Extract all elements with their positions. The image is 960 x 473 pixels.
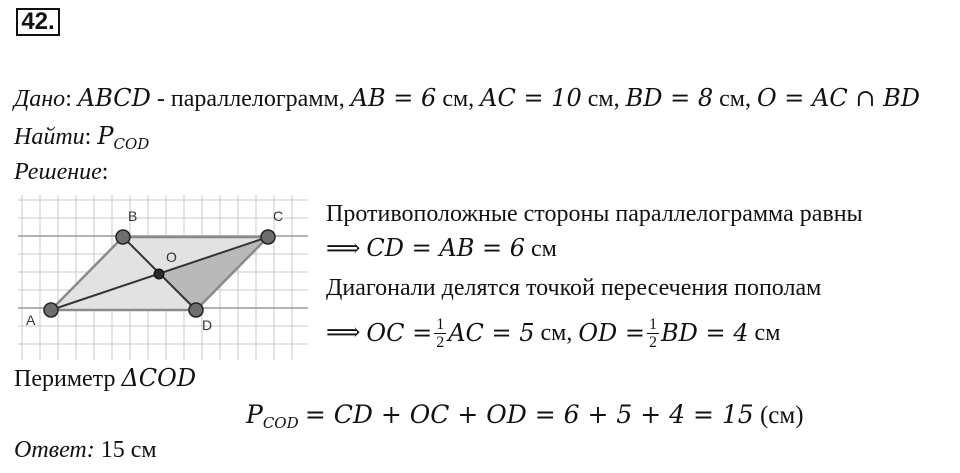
label-a: A (26, 312, 36, 328)
perimeter-word: Периметр (14, 366, 116, 392)
frac-den: 2 (649, 333, 658, 351)
formula-sub: COD (262, 414, 299, 432)
od-left: OD = (578, 319, 646, 347)
label-o: O (166, 249, 177, 265)
given-dash: - (150, 86, 171, 112)
reasoning-line-4: ⟹ OC = $\frac{1}{2}$ AC = 5 см , OD = $\frac{1}{2}$ BD = 4 см (326, 315, 781, 351)
answer-label: Ответ: (14, 437, 95, 463)
given-bd: BD = 8 (625, 84, 714, 112)
vertex-b (116, 230, 130, 244)
formula-p: P (246, 400, 263, 429)
perimeter-label (14, 364, 196, 393)
given-type: параллелограмм (170, 86, 339, 112)
given-line: Дано: ABCD - параллелограмм, AB = 6 см, AC = 10 см, BD = 8 см, O = AC ∩ BD (14, 84, 920, 112)
implies-arrow-1: ⟹ (326, 236, 361, 262)
formula-expr: = CD + OC + OD = 6 + 5 + 4 = 15 (304, 400, 754, 429)
reasoning-line-2 (326, 234, 557, 263)
given-label: Дано (14, 86, 66, 112)
find-line (14, 122, 149, 151)
given-ac-unit: см (587, 86, 614, 112)
fraction-half-oc (434, 316, 446, 351)
oc-left: OC = (366, 319, 433, 347)
od-right: BD = 4 (661, 319, 749, 347)
given-bd-unit: см (719, 86, 745, 112)
parallelogram-figure (18, 195, 308, 360)
vertex-d (189, 303, 203, 317)
solution-line (14, 158, 108, 186)
vertex-c (261, 230, 275, 244)
reasoning-line-1: Противоположные стороны параллелограмма равны (326, 201, 863, 227)
frac-num: 1 (436, 315, 445, 333)
perimeter-formula (246, 400, 804, 431)
find-label: Найти (14, 124, 85, 150)
reasoning-line-3: Диагонали делятся точкой пересечения пополам (326, 275, 822, 301)
frac-num: 1 (649, 315, 658, 333)
answer-value: 15 см (100, 437, 157, 463)
perimeter-triangle: ΔCOD (121, 364, 197, 392)
given-figure: ABCD (77, 84, 151, 112)
oc-unit: см (540, 320, 567, 346)
given-o: O = AC ∩ BD (756, 84, 920, 112)
find-p: P (97, 122, 114, 150)
point-o (154, 269, 164, 279)
problem-number: 42. (16, 8, 60, 36)
given-ac: AC = 10 (480, 84, 582, 112)
find-colon: : (84, 124, 92, 150)
vertex-a (44, 303, 58, 317)
label-d: D (202, 317, 213, 333)
fraction-half-od (647, 316, 659, 351)
implies-arrow-2: ⟹ (326, 320, 361, 346)
answer-line (14, 436, 157, 464)
cd-equals-ab: CD = AB = 6 (366, 234, 525, 262)
od-unit: см (754, 320, 781, 346)
oc-right: AC = 5 (448, 319, 535, 347)
label-c: C (273, 208, 284, 224)
given-ab-unit: см (442, 86, 469, 112)
given-ab: AB = 6 (350, 84, 437, 112)
frac-den: 2 (436, 333, 445, 351)
cd-unit: см (530, 236, 557, 262)
given-colon: : (65, 86, 72, 112)
find-sub: COD (113, 135, 150, 153)
solution-colon: : (101, 159, 109, 185)
label-b: B (128, 208, 138, 224)
solution-label: Решение (14, 159, 102, 185)
formula-unit: (см) (759, 402, 804, 429)
